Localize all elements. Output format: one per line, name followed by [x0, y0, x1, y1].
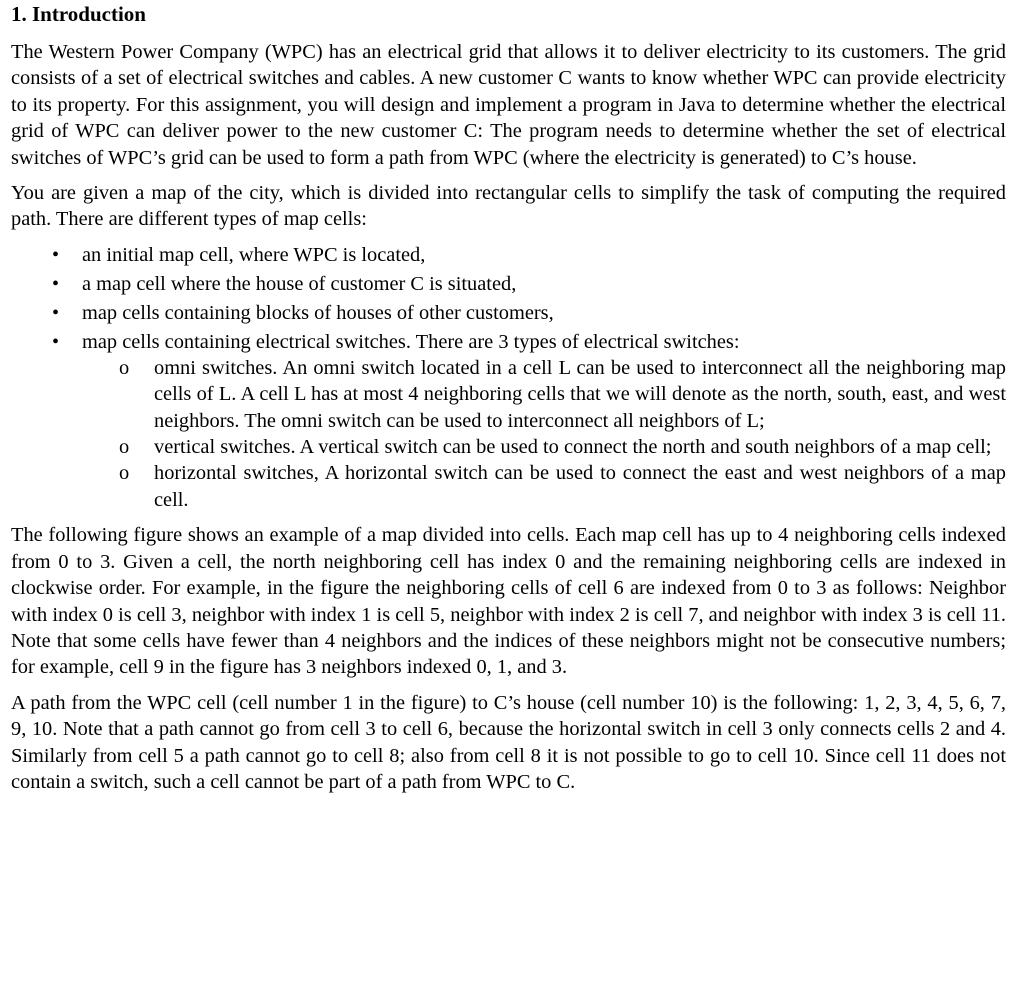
list-item: [11, 270, 1006, 299]
bullet-glyph: •: [52, 330, 60, 353]
paragraph-intro: The Western Power Company (WPC) has an electrical grid that allows it to deliver electricity to its customers. The grid consists of a set of electrical switches and cables. A new customer C wants to know whether WPC can provide electricity to its property. For this assignment, you will design and implement a program in Java to determine whether the electrical grid of WPC can deliver power to the new customer C: The program needs to determine whether the set of electrical switches of WPC’s grid can be used to form a path from WPC (where the electricity is generated) to C’s house.: [11, 41, 1006, 169]
list-item-text: map cells containing blocks of houses of other customers,: [82, 301, 554, 324]
bullet-glyph: •: [52, 243, 60, 266]
sub-list-item-text: vertical switches. A vertical switch can be used to connect the north and south neighbors of a map cell;: [154, 436, 992, 459]
sub-list-item: [11, 434, 1006, 460]
paragraph-neighbor-indexing: The following figure shows an example of a map divided into cells. Each map cell has up to 4 neighboring cells indexed from 0 to 3. Given a cell, the north neighboring cell has index 0 and the remaining neighboring cells are indexed in clockwise order. For example, in the figure the neighboring cells of cell 6 are indexed from 0 to 3 as follows: Neighbor with index 0 is cell 3, neighbor with index 1 is cell 5, neighbor with index 2 is cell 7, and neighbor with index 3 is cell 11. Note that some cells have fewer than 4 neighbors and the indices of these neighbors might not be consecutive numbers; for example, cell 9 in the figure has 3 neighbors indexed 0, 1, and 3.: [11, 524, 1006, 679]
switch-types-list: [82, 355, 1006, 513]
sub-bullet-glyph: o: [119, 356, 130, 379]
sub-list-item: [11, 460, 1006, 513]
list-item: [11, 328, 1006, 513]
list-item-text: a map cell where the house of customer C is situated,: [82, 272, 517, 295]
section-heading: 1. Introduction: [11, 2, 146, 26]
paragraph-map-description: You are given a map of the city, which is divided into rectangular cells to simplify the task of computing the required path. There are different types of map cells:: [11, 182, 1006, 231]
sub-bullet-glyph: o: [119, 462, 130, 485]
list-item-text: map cells containing electrical switches. There are 3 types of electrical switches:: [82, 330, 740, 353]
list-item: [11, 241, 1006, 270]
bullet-glyph: •: [52, 301, 60, 324]
list-item-text: an initial map cell, where WPC is located,: [82, 243, 426, 266]
paragraph-path-example: A path from the WPC cell (cell number 1 in the figure) to C’s house (cell number 10) is the following: 1, 2, 3, 4, 5, 6, 7, 9, 10. Note that a path cannot go from cell 3 to cell 6, because the horizontal switch in cell 3 only connects cells 2 and 4. Similarly from cell 5 a path cannot go to cell 8; also from cell 8 it is not possible to go to cell 10. Since cell 11 does not contain a switch, such a cell cannot be part of a path from WPC to C.: [11, 691, 1006, 793]
bullet-glyph: •: [52, 272, 60, 295]
sub-list-item-text: omni switches. An omni switch located in a cell L can be used to interconnect all the neighboring map cells of L. A cell L has at most 4 neighboring cells that we will denote as the north, south, east, and west neighbors. The omni switch can be used to interconnect all neighbors of L;: [154, 356, 1006, 432]
list-item: [11, 299, 1006, 328]
cell-types-list: [11, 241, 1006, 513]
sub-list-item-text: horizontal switches, A horizontal switch can be used to connect the east and west neighbors of a map cell.: [154, 462, 1006, 511]
sub-bullet-glyph: o: [119, 436, 130, 459]
sub-list-item: [11, 355, 1006, 434]
